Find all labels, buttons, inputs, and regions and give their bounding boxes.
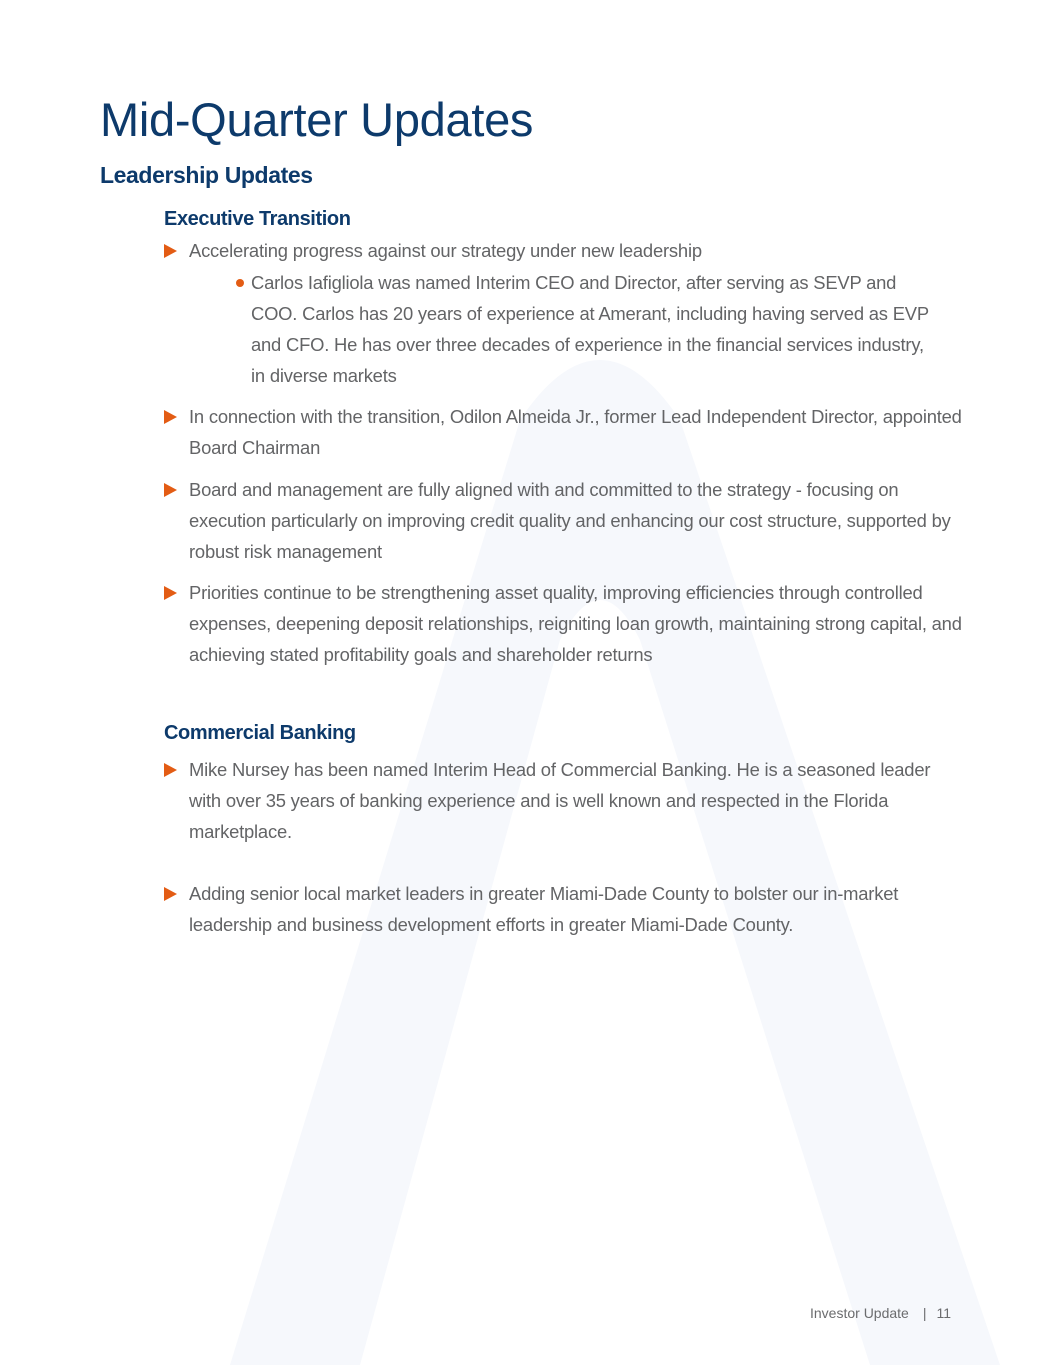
list-item [164,577,964,670]
commercial-banking-heading: Commercial Banking [164,722,356,744]
dot-icon [236,279,244,287]
page-title: Mid-Quarter Updates [100,93,534,146]
triangle-right-icon [164,410,177,424]
list-item-text: Mike Nursey has been named Interim Head of Commercial Banking. He is a seasoned leader with over 35 years of banking experience and is well known and respected in the Florida marketplace. [189,759,931,842]
list-item [164,235,964,266]
list-item [164,878,964,940]
triangle-right-icon [164,586,177,600]
footer-label: Investor Update [810,1305,909,1321]
triangle-right-icon [164,887,177,901]
list-item [164,474,964,567]
footer-separator: | [922,1305,927,1321]
section-heading: Leadership Updates [100,162,313,188]
page-number: 11 [936,1305,952,1321]
executive-transition-heading: Executive Transition [164,208,351,230]
list-item [164,401,964,463]
list-item-text: Adding senior local market leaders in greater Miami-Dade County to bolster our in-market leadership and business development efforts in greater Miami-Dade County. [189,883,899,935]
triangle-right-icon [164,244,177,258]
triangle-right-icon [164,483,177,497]
page-footer [810,1305,951,1321]
sub-list-item-text: Carlos Iafigliola was named Interim CEO and Director, after serving as SEVP and COO. Carlos has 20 years of experience at Amerant, including having served as EVP and CFO. He has over three decades of experience in the financial services industry, in diverse markets [251,272,929,386]
list-item-text: In connection with the transition, Odilon Almeida Jr., former Lead Independent Director, appointed Board Chairman [189,406,962,458]
list-item-text: Priorities continue to be strengthening asset quality, improving efficiencies through controlled expenses, deepening deposit relationships, reigniting loan growth, maintaining strong capital, and achieving stated profitability goals and shareholder returns [189,582,962,665]
list-item [164,754,964,847]
list-item-text: Board and management are fully aligned with and committed to the strategy - focusing on execution particularly on improving credit quality and enhancing our cost structure, supported by robust risk management [189,479,951,562]
sub-list-item [236,267,936,391]
triangle-right-icon [164,763,177,777]
list-item-text: Accelerating progress against our strategy under new leadership [189,240,702,261]
